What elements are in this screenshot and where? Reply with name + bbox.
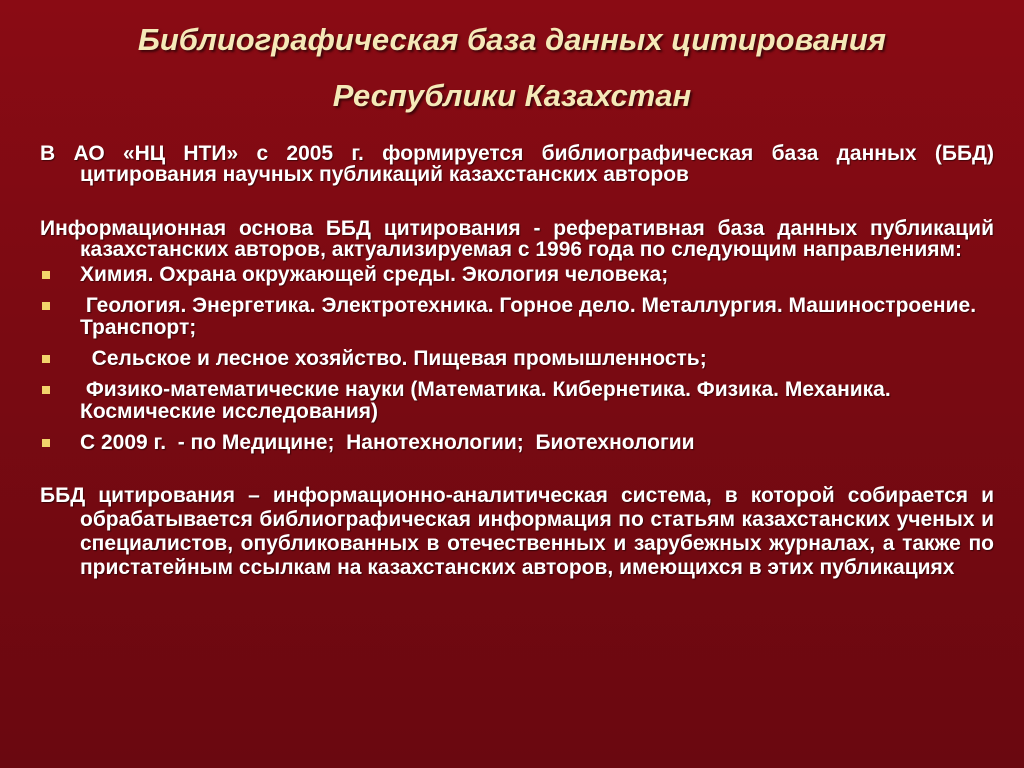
- list-item-text: Физико-математические науки (Математика. Кибернетика. Физика. Механика. Космические исследования): [80, 378, 897, 423]
- list-item-text: Геология. Энергетика. Электротехника. Горное дело. Металлургия. Машиностроение. Транспорт;: [80, 294, 982, 339]
- slide-body: [40, 143, 994, 580]
- list-item-text: Химия. Охрана окружающей среды. Экология человека;: [80, 263, 669, 286]
- list-item-text: Сельское и лесное хозяйство. Пищевая промышленность;: [80, 347, 707, 370]
- paragraph-intro: В АО «НЦ НТИ» с 2005 г. формируется библиографическая база данных (ББД) цитирования научных публикаций казахстанских авторов: [40, 142, 994, 186]
- list-item: [40, 295, 994, 339]
- list-item-text: С 2009 г. - по Медицине; Нанотехнологии; Биотехнологии: [80, 431, 695, 454]
- paragraph-definition: ББД цитирования – информационно-аналитическая система, в которой собирается и обрабатывается библиографическая информация по статьям казахстанских ученых и специалистов, опубликованных в отечественных и зарубежных журналах, а также по пристатейным ссылкам на казахстанских авторов, имеющихся в этих публикациях: [40, 484, 994, 579]
- square-bullet-icon: [42, 386, 50, 394]
- title-line-2: Республики Казахстан: [332, 78, 692, 113]
- list-item: [40, 432, 994, 454]
- square-bullet-icon: [42, 271, 50, 279]
- list-item: [40, 379, 994, 423]
- list-item: [40, 264, 994, 286]
- paragraph-basis: Информационная основа ББД цитирования - реферативная база данных публикаций казахстанских авторов, актуализируемая с 1996 года по следующим направлениям:: [40, 217, 994, 261]
- list-item: [40, 348, 994, 370]
- square-bullet-icon: [42, 439, 50, 447]
- directions-list: [40, 264, 994, 454]
- title-line-1: Библиографическая база данных цитирования: [137, 22, 887, 57]
- square-bullet-icon: [42, 302, 50, 310]
- square-bullet-icon: [42, 355, 50, 363]
- slide-title: [30, 12, 994, 124]
